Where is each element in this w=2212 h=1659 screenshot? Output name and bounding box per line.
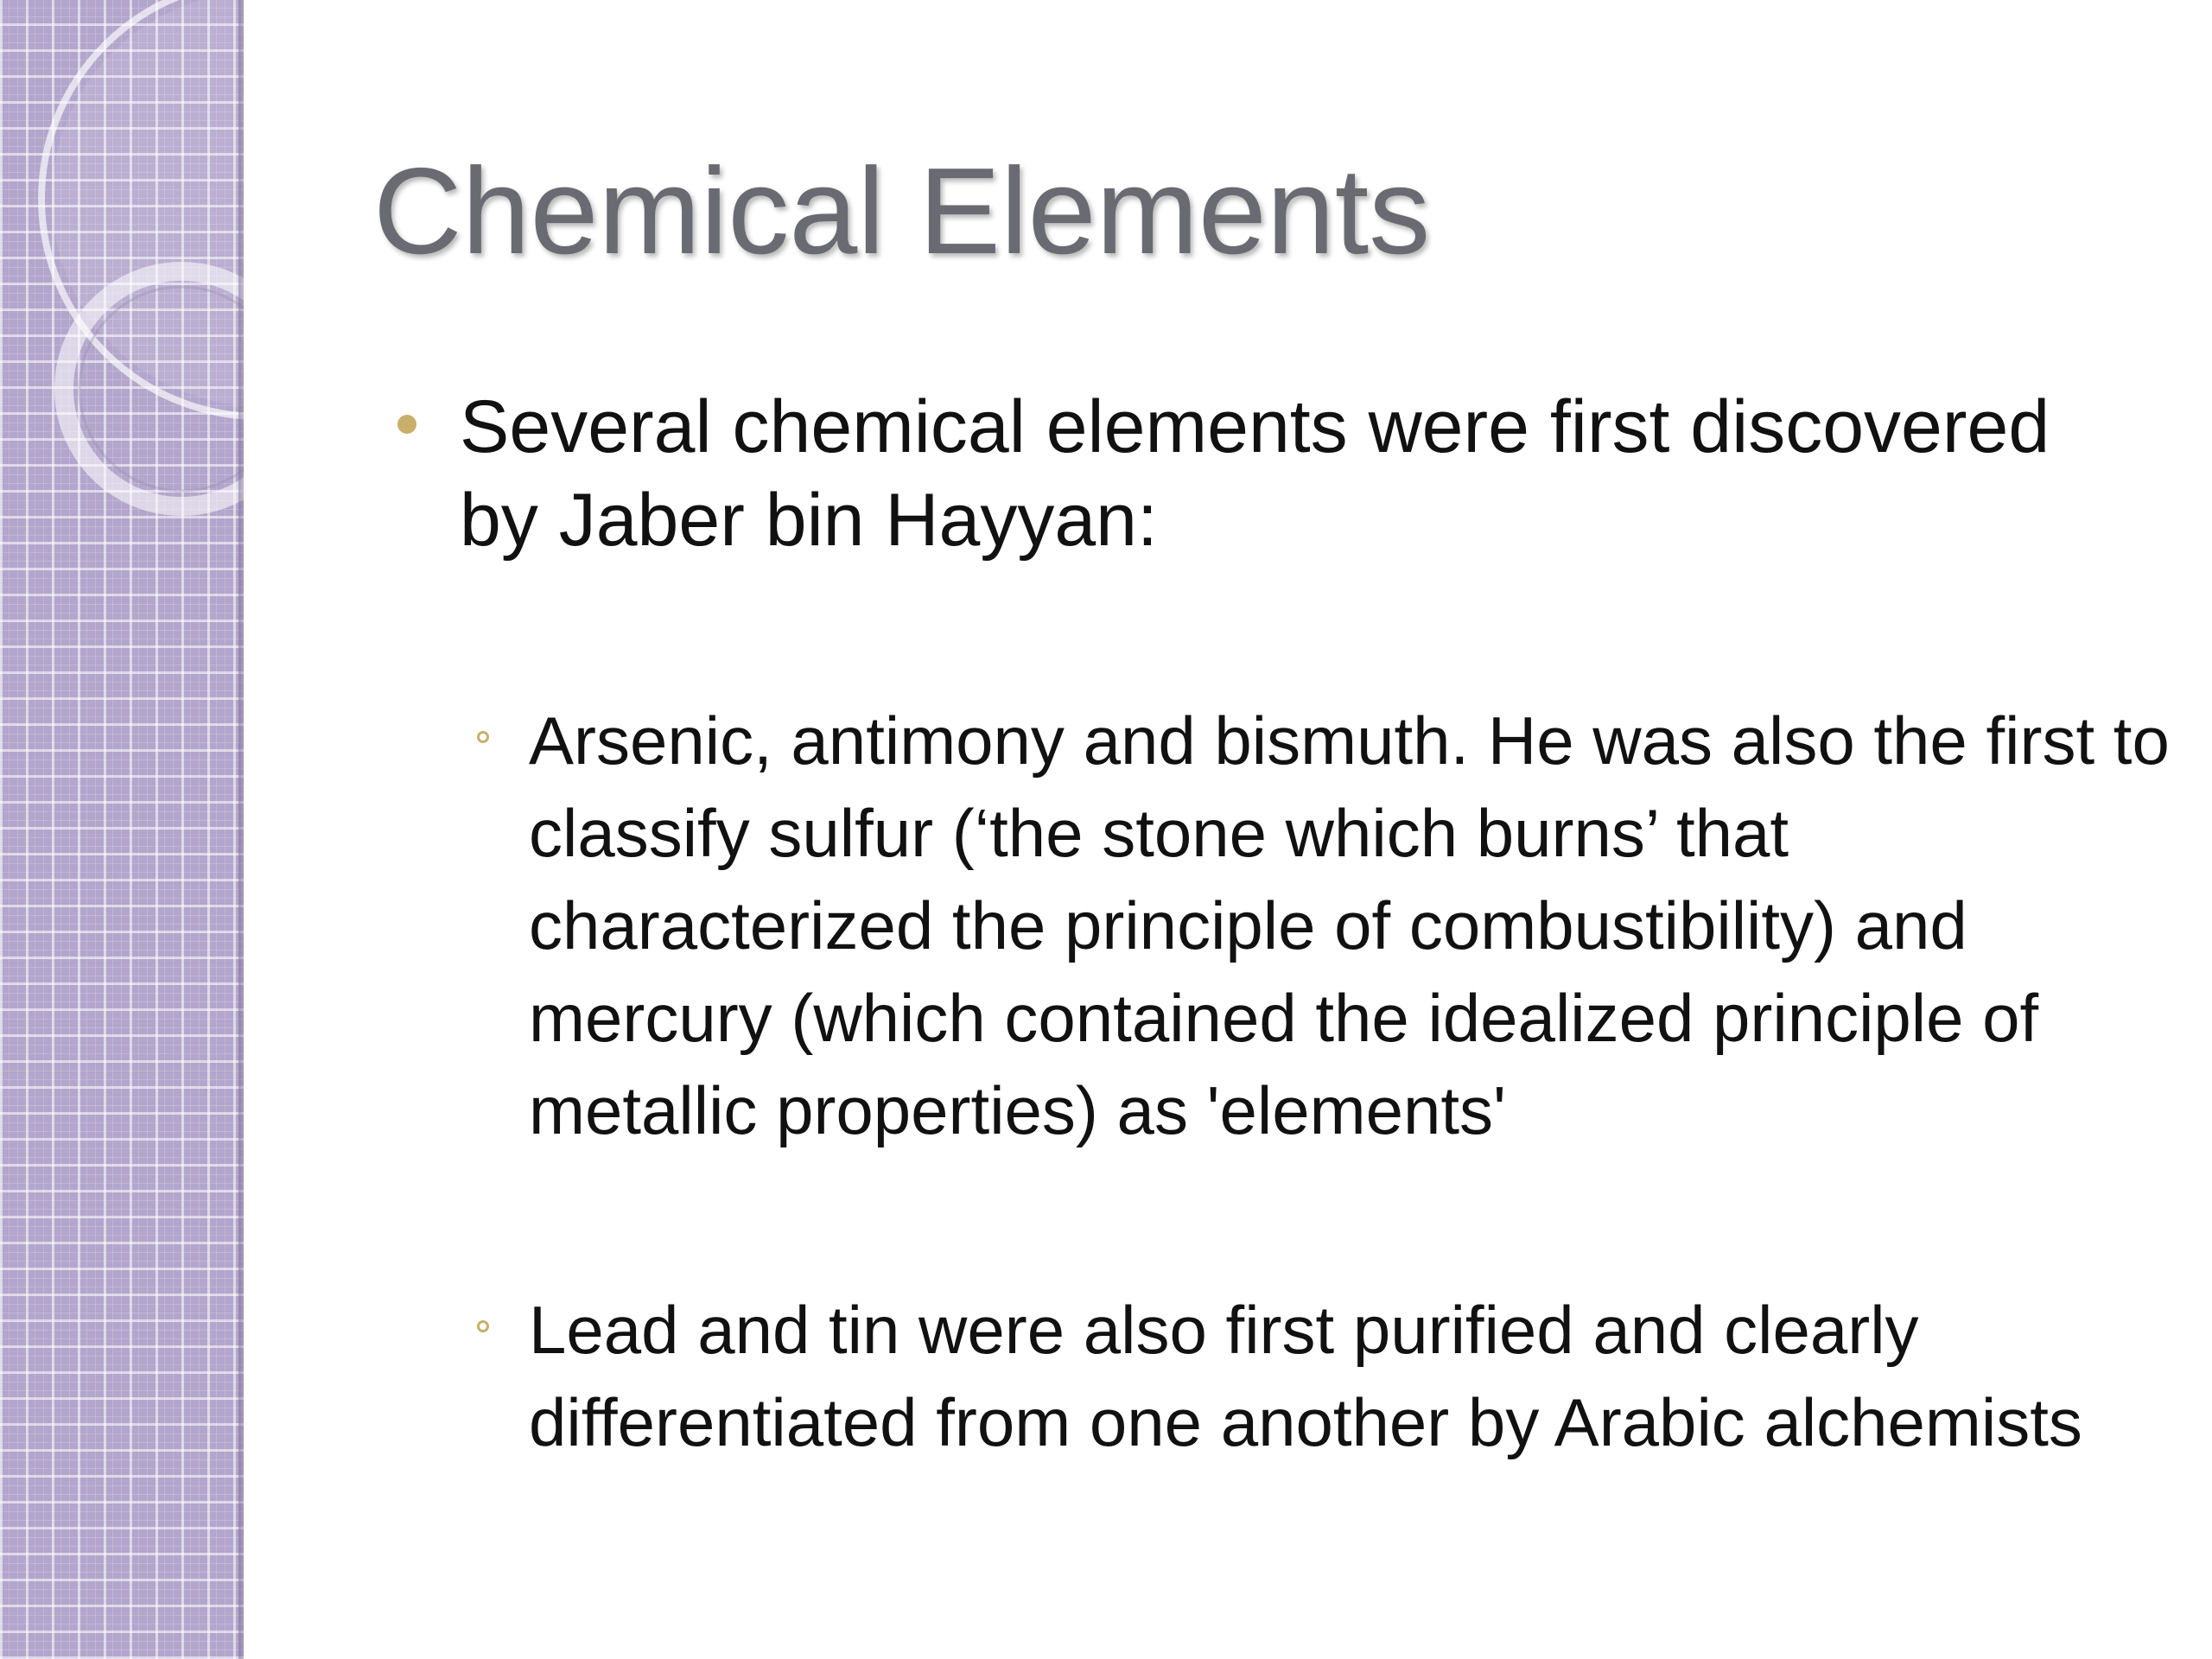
decorative-rings (0, 0, 244, 553)
decorative-sidebar (0, 0, 244, 1659)
main-bullet-text: Several chemical elements were first discovered by Jaber bin Hayyan: (460, 385, 2050, 562)
sub-bullet-text-2: Lead and tin were also first purified and clearly differentiated from one another by Arabic alchemists (529, 1292, 2082, 1460)
bullet-dot-icon (397, 415, 416, 434)
sidebar-shadow-edge (238, 0, 244, 1659)
slide-title: Chemical Elements (373, 143, 1431, 280)
sub-bullet-circle-icon (477, 731, 489, 743)
sub-bullet-text-1: Arsenic, antimony and bismuth. He was also the first to classify sulfur (‘the stone which burns’ that characterized the principle of combustibility) and mercury (which contained the idealized principle of metallic properties) as 'elements' (529, 702, 2170, 1148)
sub-bullet-circle-icon (477, 1320, 489, 1332)
